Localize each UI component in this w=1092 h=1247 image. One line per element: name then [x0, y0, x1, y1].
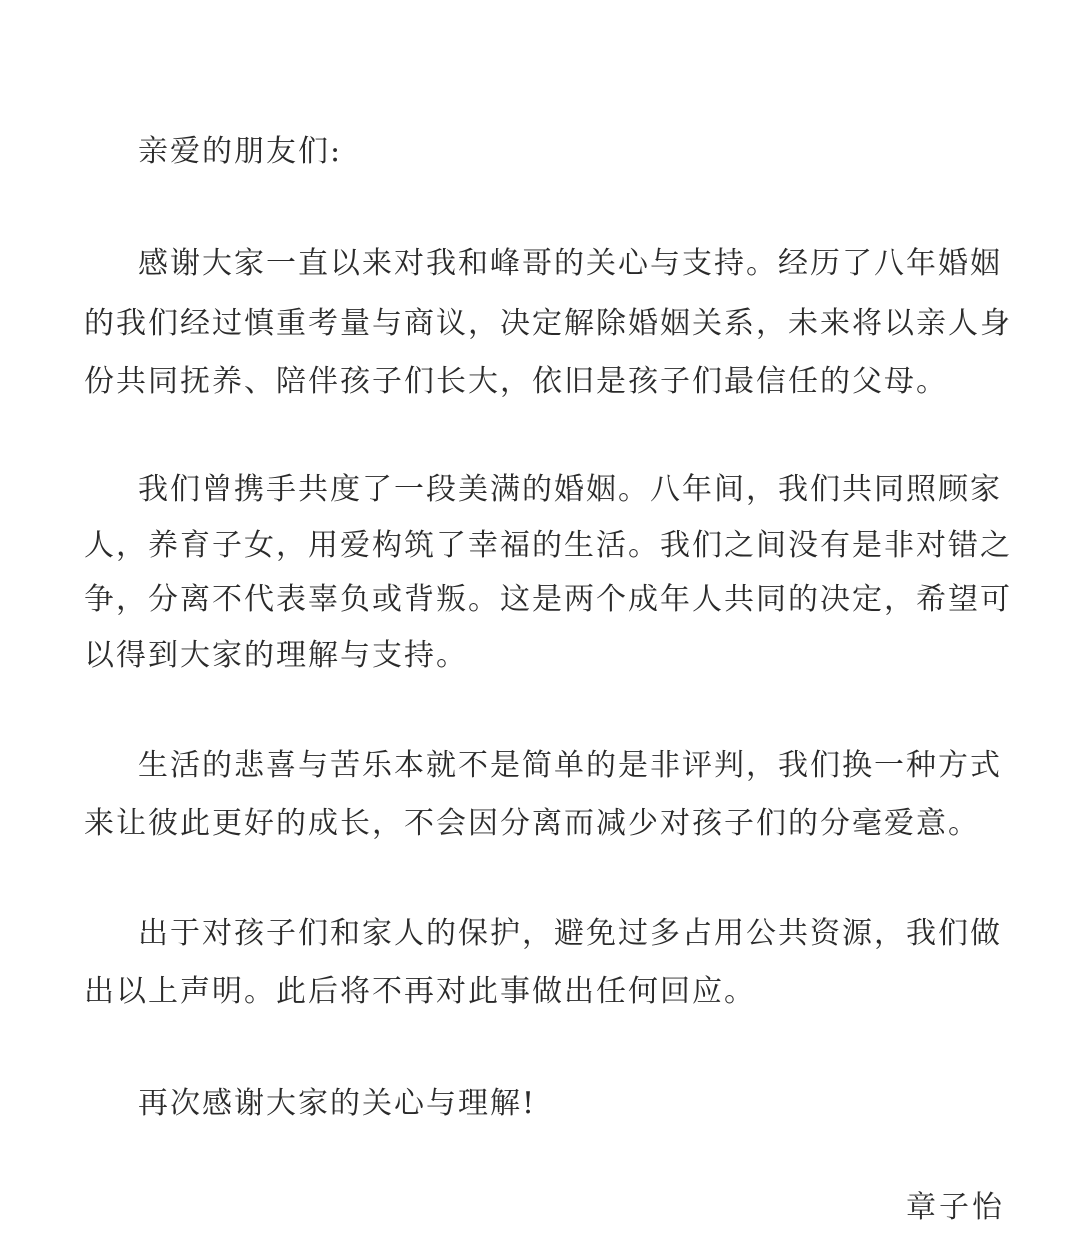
- paragraph-line: 的我们经过慎重考量与商议，决定解除婚姻关系，未来将以亲人身: [84, 306, 1012, 341]
- closing-line: 再次感谢大家的关心与理解!: [138, 1086, 537, 1121]
- paragraph-line: 感谢大家一直以来对我和峰哥的关心与支持。经历了八年婚姻: [138, 246, 1002, 281]
- salutation: 亲爱的朋友们:: [138, 134, 343, 169]
- paragraph-line: 我们曾携手共度了一段美满的婚姻。八年间，我们共同照顾家: [138, 472, 1002, 507]
- paragraph-line: 出于对孩子们和家人的保护，避免过多占用公共资源，我们做: [138, 916, 1002, 951]
- signature: 章子怡: [906, 1190, 1005, 1225]
- paragraph-line: 人，养育子女，用爱构筑了幸福的生活。我们之间没有是非对错之: [84, 528, 1012, 563]
- paragraph-line: 份共同抚养、陪伴孩子们长大，依旧是孩子们最信任的父母。: [84, 364, 948, 399]
- paragraph-line: 生活的悲喜与苦乐本就不是简单的是非评判，我们换一种方式: [138, 748, 1002, 783]
- paragraph-line: 以得到大家的理解与支持。: [84, 638, 468, 673]
- paragraph-line: 来让彼此更好的成长，不会因分离而减少对孩子们的分毫爱意。: [84, 806, 980, 841]
- paragraph-line: 争，分离不代表辜负或背叛。这是两个成年人共同的决定，希望可: [84, 582, 1012, 617]
- paragraph-line: 出以上声明。此后将不再对此事做出任何回应。: [84, 974, 756, 1009]
